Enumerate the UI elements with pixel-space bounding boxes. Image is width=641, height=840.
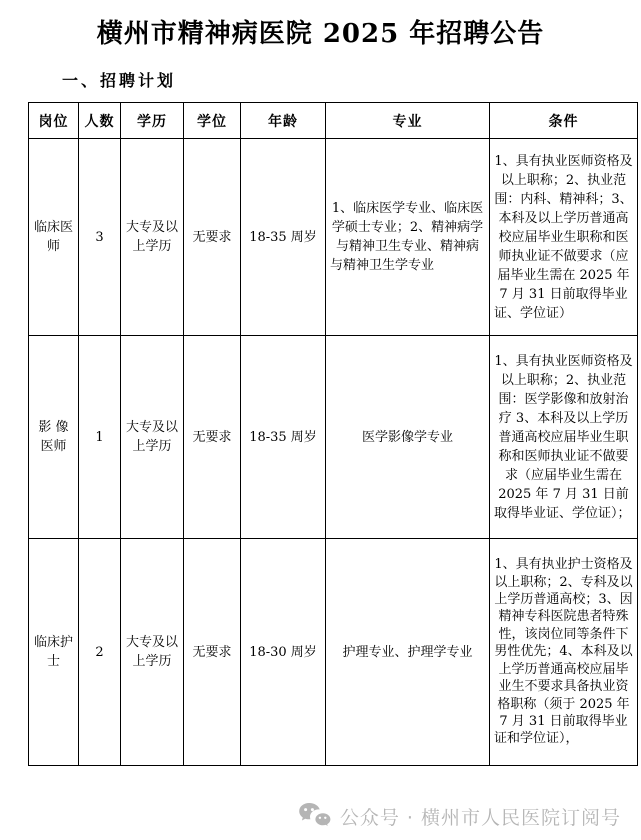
cell-education: 大专及以上学历 <box>121 139 184 336</box>
col-header-degree: 学位 <box>184 103 241 139</box>
section-heading: 一、招聘计划 <box>62 71 177 90</box>
cell-count: 2 <box>79 539 121 766</box>
cell-age: 18-35 周岁 <box>241 336 326 539</box>
cell-conditions: 1、具有执业医师资格及以上职称；2、执业范围：内科、精神科；3、本科及以上学历普通高校应届毕业生职称和医师执业证不做要求（应届毕业生需在 2025 年 7 月 31 日前取得毕业证、学位证） <box>490 139 638 336</box>
page-title: 横州市精神病医院 2025 年招聘公告 <box>96 19 545 49</box>
cell-position: 影 像医师 <box>29 336 79 539</box>
cell-degree: 无要求 <box>184 336 241 539</box>
col-header-major: 专业 <box>326 103 490 139</box>
table-row-clinical-physician <box>29 139 638 336</box>
cell-age: 18-35 周岁 <box>241 139 326 336</box>
table-header-row <box>29 103 638 139</box>
table-row-imaging-physician <box>29 336 638 539</box>
col-header-age: 年龄 <box>241 103 326 139</box>
cell-position: 临床护士 <box>29 539 79 766</box>
cell-count: 3 <box>79 139 121 336</box>
cell-position: 临床医师 <box>29 139 79 336</box>
wechat-icon <box>298 802 332 830</box>
cell-degree: 无要求 <box>184 139 241 336</box>
wechat-watermark <box>298 802 621 830</box>
cell-conditions: 1、具有执业护士资格及以上职称；2、专科及以上学历普通高校；3、因精神专科医院患者特殊性，该岗位同等条件下男性优先；4、本科及以上学历普通高校应届毕业生不要求具备执业资格职称（须于 2025 年 7 月 31 日前取得毕业证和学位证）， <box>490 539 638 766</box>
cell-age: 18-30 周岁 <box>241 539 326 766</box>
col-header-count: 人数 <box>79 103 121 139</box>
cell-major: 医学影像学专业 <box>326 336 490 539</box>
cell-education: 大专及以上学历 <box>121 539 184 766</box>
col-header-position: 岗位 <box>29 103 79 139</box>
cell-degree: 无要求 <box>184 539 241 766</box>
footer-text: 公众号 · 横州市人民医院订阅号 <box>339 806 621 829</box>
col-header-education: 学历 <box>121 103 184 139</box>
cell-major: 1、临床医学专业、临床医学硕士专业；2、精神病学与精神卫生专业、精神病与精神卫生学专业 <box>326 139 490 336</box>
col-header-conditions: 条件 <box>490 103 638 139</box>
cell-count: 1 <box>79 336 121 539</box>
table-row-clinical-nurse <box>29 539 638 766</box>
cell-conditions: 1、具有执业医师资格及以上职称；2、执业范围：医学影像和放射治疗 3、本科及以上学历普通高校应届毕业生职称和医师执业证不做要求（应届毕业生需在 2025 年 7 月 31 日前取得毕业证、学位证）； <box>490 336 638 539</box>
cell-education: 大专及以上学历 <box>121 336 184 539</box>
cell-major: 护理专业、护理学专业 <box>326 539 490 766</box>
recruitment-plan-table <box>28 102 638 766</box>
